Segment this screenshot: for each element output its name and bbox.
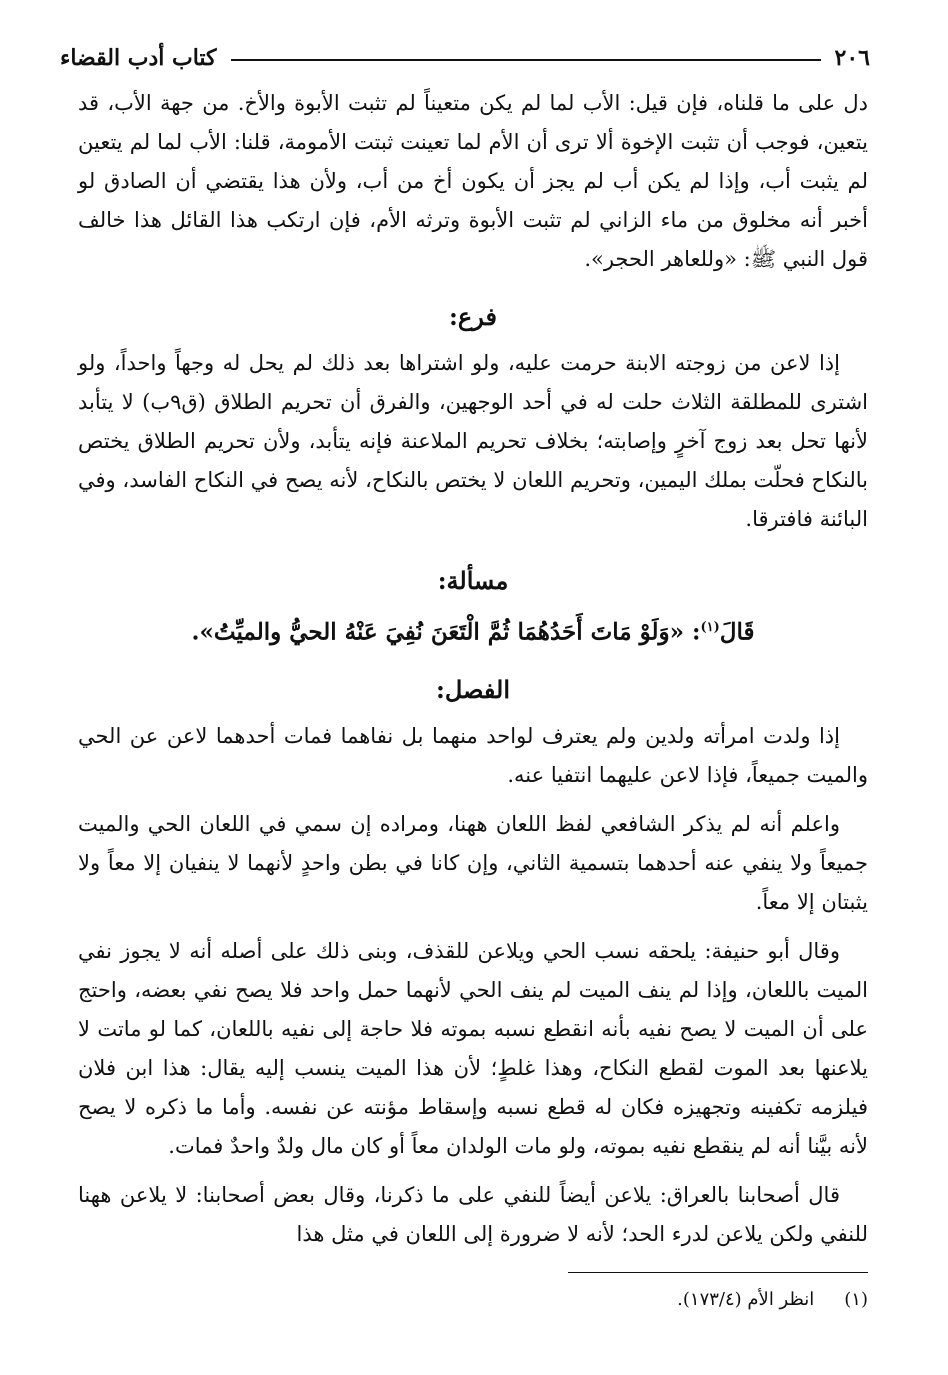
footnote-marker: (١) [700, 620, 720, 635]
paragraph-1: دل على ما قلناه، فإن قيل: الأب لما لم يكن متعيناً لم تثبت الأبوة والأخ. من جهة الأب، قد يتعين، فوجب أن تثبت الإخوة ألا ترى أن الأم لما تعينت ثبتت الأمومة، قلنا: الأب لما لم يتعين لم يثبت أب، وإذا لم يكن أب لم يجز أن يكون أخ من أب، ولأن هذا يقتضي أن الصادق لو أخبر أنه مخلوق من ماء الزاني لم تثبت الأبوة وترثه الأم، فإن ارتكب هذا القائل هذا خالف قول النبي ﷺ: «وللعاهر الحجر». [78, 91, 868, 271]
book-title: كتاب أدب القضاء [60, 45, 217, 71]
quote-line [78, 608, 868, 652]
footnote-number: (١) [844, 1289, 868, 1310]
paragraph-2: إذا لاعن من زوجته الابنة حرمت عليه، ولو اشتراها بعد ذلك لم يحل له وجهاً واحداً، ولو اشترى للمطلقة الثلاث حلت له في أحد الوجهين، والفرق أن تحريم الطلاق (ق٩ب) لا يتأبد لأنها تحل بعد زوج آخرٍ وإصابته؛ بخلاف تحريم الملاعنة فإنه يتأبد، ولأن تحريم الطلاق يختص بالنكاح فحلّت بملك اليمين، وتحريم اللعان لا يختص بالنكاح، لأنه يصح في النكاح الفاسد، وفي البائنة فافترقا. [78, 351, 868, 531]
quote-prefix: قَالَ [719, 618, 755, 646]
page-header [60, 38, 870, 78]
header-rule [231, 59, 821, 61]
footnote-text: انظر الأم (١٧٣/٤). [677, 1289, 815, 1310]
footnotes [568, 1272, 868, 1310]
footnote-1 [568, 1289, 868, 1310]
heading-masala: مسألة: [437, 566, 509, 595]
heading-fasl: الفصل: [436, 674, 510, 704]
page-body [78, 84, 868, 1264]
paragraph-3: إذا ولدت امرأته ولدين ولم يعترف لواحد منهما بل نفاهما فمات أحدهما لاعن عن الحي والميت جميعاً، فإذا لاعن عليهما انتفيا عنه. [78, 723, 868, 787]
quote-text: : «وَلَوْ مَاتَ أَحَدُهُمَا ثُمَّ الْتَعَنَ نُفِيَ عَنْهُ الحيُّ والميِّتُ». [191, 618, 701, 646]
paragraph-5: وقال أبو حنيفة: يلحقه نسب الحي ويلاعن للقذف، وبنى ذلك على أصله أنه لا يجوز نفي الميت باللعان، وإذا لم ينف الميت لم ينف الحي لأنهما حمل واحد فلا يصح نفي بعضه، واحتج على أن الميت لا يصح نفيه بأنه انقطع نسبه بموته فلا حاجة إلى نفيه باللعان، كما لو ماتت لا يلاعنها بعد الموت لقطع النكاح، وهذا غلطٍ؛ لأن هذا الميت ينسب إليه يقال: هذا ابن فلان فيلزمه تكفينه وتجهيزه فكان له قطع نسبه وإسقاط مؤنته عن نفسه. وأما ما ذكره لا يصح لأنه بيَّنا أنه لم ينقطع نفيه بموته، ولو مات الولدان معاً أو كان مال ولدٌ واحدٌ فمات. [78, 938, 868, 1158]
paragraph-6: قال أصحابنا بالعراق: يلاعن أيضاً للنفي على ما ذكرنا، وقال بعض أصحابنا: لا يلاعن ههنا للنفي ولكن يلاعن لدرء الحد؛ لأنه لا ضرورة إلى اللعان في مثل هذا [78, 1182, 868, 1246]
heading-far: فرع: [449, 302, 497, 331]
paragraph-4: واعلم أنه لم يذكر الشافعي لفظ اللعان ههنا، ومراده إن سمي في اللعان الحي والميت جميعاً ولا ينفي عنه أحدهما بتسمية الثاني، وإن كانا في بطن واحدٍ لأنهما لا ينفيان إلا معاً ولا يثبتان إلا معاً. [78, 811, 868, 914]
page-number: ٢٠٦ [834, 45, 870, 71]
